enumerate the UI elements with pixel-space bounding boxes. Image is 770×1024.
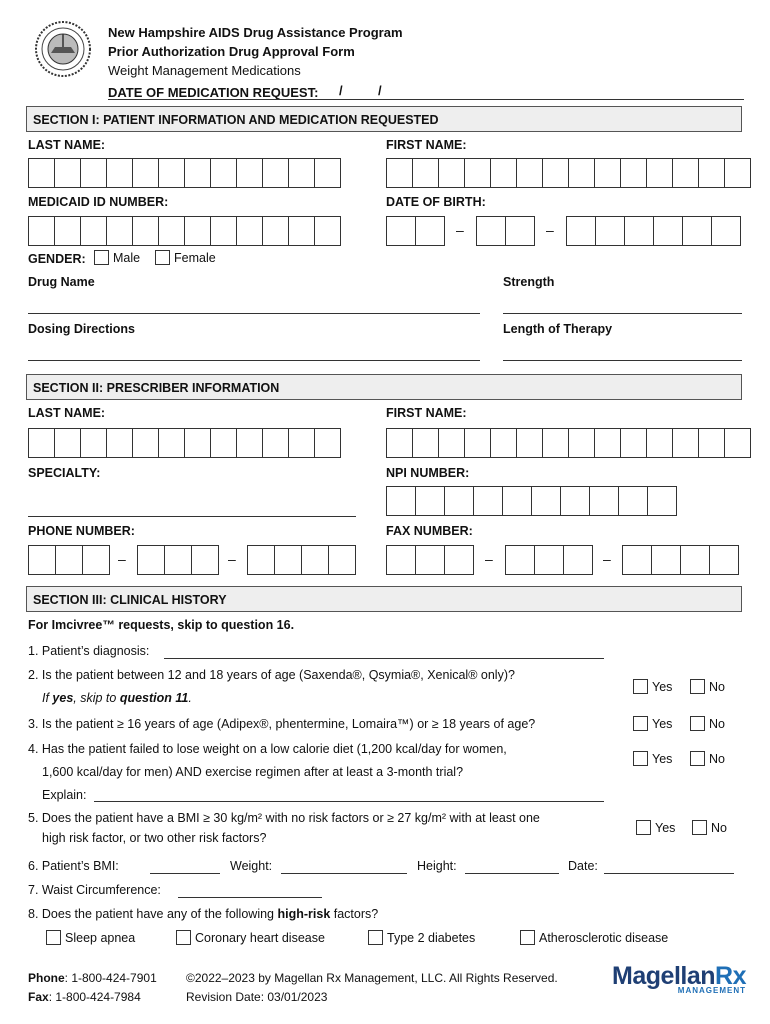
- risk-coronary-option[interactable]: Coronary heart disease: [176, 930, 325, 945]
- q4-explain-label: Explain:: [42, 788, 87, 802]
- q4-explain-input[interactable]: [94, 801, 604, 802]
- date-request-label: DATE OF MEDICATION REQUEST:: [108, 85, 319, 100]
- dosing-directions-label: Dosing Directions: [28, 322, 135, 336]
- risk-sleep-apnea-option[interactable]: Sleep apnea: [46, 930, 135, 945]
- strength-input[interactable]: [503, 313, 742, 314]
- prescriber-last-name-label: LAST NAME:: [28, 406, 106, 420]
- q2-no-option[interactable]: No: [690, 679, 725, 694]
- dob-month-boxes[interactable]: [386, 216, 444, 246]
- atherosclerotic-checkbox[interactable]: [520, 930, 535, 945]
- q4-label-line2: 1,600 kcal/day for men) AND exercise regimen after at least a 3-month trial?: [42, 765, 464, 779]
- prescriber-first-name-boxes[interactable]: [386, 428, 750, 458]
- measure-date-input[interactable]: [604, 873, 734, 874]
- section-2-header: SECTION II: PRESCRIBER INFORMATION: [26, 374, 742, 400]
- phone-prefix-boxes[interactable]: [137, 545, 218, 575]
- waist-input[interactable]: [178, 897, 322, 898]
- medicaid-id-label: MEDICAID ID NUMBER:: [28, 195, 169, 209]
- diagnosis-input[interactable]: [164, 658, 604, 659]
- q4-label-line1: 4. Has the patient failed to lose weight on a low calorie diet (1,200 kcal/day for women,: [28, 742, 507, 756]
- prescriber-last-name-boxes[interactable]: [28, 428, 340, 458]
- patient-last-name-boxes[interactable]: [28, 158, 340, 188]
- q3-label: 3. Is the patient ≥ 16 years of age (Adipex®, phentermine, Lomaira™) or ≥ 18 years of age?: [28, 717, 536, 731]
- footer-revision: Revision Date: 03/01/2023: [186, 990, 328, 1004]
- magellan-logo: MagellanRx MANAGEMENT: [612, 962, 746, 995]
- dosing-directions-input[interactable]: [28, 360, 480, 361]
- footer-copyright: ©2022–2023 by Magellan Rx Management, LLC. All Rights Reserved.: [186, 971, 558, 985]
- fax-prefix-boxes[interactable]: [505, 545, 592, 575]
- q2-label: 2. Is the patient between 12 and 18 years of age (Saxenda®, Qsymia®, Xenical® only)?: [28, 668, 515, 682]
- length-of-therapy-input[interactable]: [503, 360, 742, 361]
- npi-label: NPI NUMBER:: [386, 466, 470, 480]
- drug-name-label: Drug Name: [28, 275, 95, 289]
- q1-label: 1. Patient’s diagnosis:: [28, 644, 150, 658]
- male-checkbox[interactable]: [94, 250, 109, 265]
- date-request-input[interactable]: [108, 99, 744, 100]
- female-label: Female: [174, 251, 216, 265]
- q4-yes-option[interactable]: Yes: [633, 751, 672, 766]
- q5-label-line1: 5. Does the patient have a BMI ≥ 30 kg/m² with no risk factors or ≥ 27 kg/m² with at least one: [28, 811, 540, 825]
- coronary-checkbox[interactable]: [176, 930, 191, 945]
- dob-dash-1: –: [456, 222, 464, 238]
- q2-yes-option[interactable]: Yes: [633, 679, 672, 694]
- phone-label: PHONE NUMBER:: [28, 524, 135, 538]
- patient-first-name-boxes[interactable]: [386, 158, 750, 188]
- risk-atherosclerotic-option[interactable]: Atherosclerotic disease: [520, 930, 668, 945]
- footer-fax: Fax: 1-800-424-7984: [28, 990, 141, 1004]
- patient-last-name-label: LAST NAME:: [28, 138, 106, 152]
- q4-no-checkbox[interactable]: [690, 751, 705, 766]
- q2-skip-note: If yes, skip to question 11.: [42, 691, 192, 705]
- fax-area-boxes[interactable]: [386, 545, 473, 575]
- q5-yes-option[interactable]: Yes: [636, 820, 675, 835]
- dob-dash-2: –: [546, 222, 554, 238]
- phone-line-boxes[interactable]: [247, 545, 355, 575]
- fax-dash-1: –: [485, 551, 493, 567]
- q4-no-option[interactable]: No: [690, 751, 725, 766]
- q3-yes-option[interactable]: Yes: [633, 716, 672, 731]
- bmi-input[interactable]: [150, 873, 220, 874]
- state-seal-icon: [34, 20, 92, 78]
- dob-year-boxes[interactable]: [566, 216, 740, 246]
- q2-no-checkbox[interactable]: [690, 679, 705, 694]
- form-title: Prior Authorization Drug Approval Form: [108, 44, 355, 59]
- imcivree-note: For Imcivree™ requests, skip to question 16.: [28, 618, 295, 632]
- phone-dash-2: –: [228, 551, 236, 567]
- height-input[interactable]: [465, 873, 559, 874]
- q5-label-line2: high risk factor, or two other risk factors?: [42, 831, 267, 845]
- dob-day-boxes[interactable]: [476, 216, 534, 246]
- q5-no-checkbox[interactable]: [692, 820, 707, 835]
- fax-label: FAX NUMBER:: [386, 524, 473, 538]
- q6-bmi-label: 6. Patient’s BMI:: [28, 859, 119, 873]
- specialty-input[interactable]: [28, 516, 356, 517]
- gender-female-option[interactable]: [155, 250, 216, 265]
- q6-date-label: Date:: [568, 859, 598, 873]
- q8-label: 8. Does the patient have any of the following high-risk factors?: [28, 907, 379, 921]
- gender-male-option[interactable]: [94, 250, 140, 265]
- q5-no-option[interactable]: No: [692, 820, 727, 835]
- length-of-therapy-label: Length of Therapy: [503, 322, 613, 336]
- medicaid-id-boxes[interactable]: [28, 216, 340, 246]
- form-subtitle: Weight Management Medications: [108, 63, 301, 78]
- risk-diabetes-option[interactable]: Type 2 diabetes: [368, 930, 475, 945]
- gender-label: GENDER:: [28, 252, 86, 266]
- date-slash-2: /: [378, 83, 382, 98]
- q3-no-checkbox[interactable]: [690, 716, 705, 731]
- strength-label: Strength: [503, 275, 555, 289]
- fax-line-boxes[interactable]: [622, 545, 738, 575]
- phone-area-boxes[interactable]: [28, 545, 109, 575]
- q6-height-label: Height:: [417, 859, 457, 873]
- patient-first-name-label: FIRST NAME:: [386, 138, 467, 152]
- q7-label: 7. Waist Circumference:: [28, 883, 161, 897]
- date-slash-1: /: [339, 83, 343, 98]
- male-label: Male: [113, 251, 141, 265]
- program-title: New Hampshire AIDS Drug Assistance Program: [108, 25, 403, 40]
- female-checkbox[interactable]: [155, 250, 170, 265]
- q5-yes-checkbox[interactable]: [636, 820, 651, 835]
- phone-dash-1: –: [118, 551, 126, 567]
- sleep-apnea-checkbox[interactable]: [46, 930, 61, 945]
- specialty-label: SPECIALTY:: [28, 466, 101, 480]
- section-1-header: SECTION I: PATIENT INFORMATION AND MEDICATION REQUESTED: [26, 106, 742, 132]
- prescriber-first-name-label: FIRST NAME:: [386, 406, 467, 420]
- footer-phone: Phone: 1-800-424-7901: [28, 971, 157, 985]
- q3-yes-checkbox[interactable]: [633, 716, 648, 731]
- diabetes-checkbox[interactable]: [368, 930, 383, 945]
- section-3-header: SECTION III: CLINICAL HISTORY: [26, 586, 742, 612]
- q4-yes-checkbox[interactable]: [633, 751, 648, 766]
- fax-dash-2: –: [603, 551, 611, 567]
- dob-label: DATE OF BIRTH:: [386, 195, 486, 209]
- q2-yes-checkbox[interactable]: [633, 679, 648, 694]
- drug-name-input[interactable]: [28, 313, 480, 314]
- npi-boxes[interactable]: [386, 486, 676, 516]
- q3-no-option[interactable]: No: [690, 716, 725, 731]
- q6-weight-label: Weight:: [230, 859, 273, 873]
- weight-input[interactable]: [281, 873, 407, 874]
